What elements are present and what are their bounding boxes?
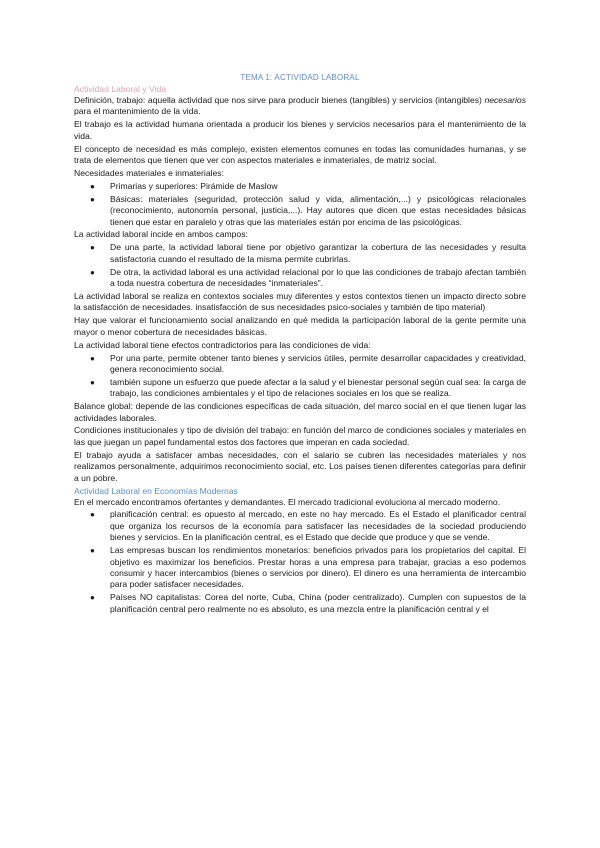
document-title: TEMA 1: ACTIVIDAD LABORAL: [240, 73, 360, 82]
paragraph-mercado: En el mercado encontramos ofertantes y demandantes. El mercado tradicional evoluciona al mercado moderno.: [74, 496, 501, 507]
bullet-icon: ●: [90, 377, 95, 387]
bullet-icon: ●: [90, 546, 95, 556]
list-item: [74, 194, 526, 228]
list-item: [74, 267, 526, 290]
list-item-text: también supone un esfuerzo que puede afectar a la salud y el bienestar personal según cual sea: la carga de trabajo, las condiciones ambientales y el tipo de relaciones sociales en los que se realiza.: [110, 376, 526, 399]
list-item-text: Primarias y superiores: Pirámide de Maslow: [110, 180, 278, 191]
paragraph-definicion: [74, 95, 526, 118]
list-item-text: planificación central: es opuesto al mercado, en este no hay mercado. Es el Estado el planificador central que organiza los recursos de la economía para satisfacer las necesidades de la sociedad produciendo bienes y servicios. En la planificación central, es el Estado que decide que produce y que se vende.: [110, 509, 526, 543]
list-item: [74, 509, 526, 543]
paragraph-balance: Balance global: depende de las condiciones específicas de cada situación, del marco social en el que tienen lugar las actividades laborales.: [74, 401, 526, 423]
section-heading-actividad-laboral-vida: Actividad Laboral y Vida: [74, 84, 167, 94]
paragraph-necesidades-heading: Necesidades materiales e inmateriales:: [74, 167, 224, 178]
paragraph-definicion-end: para el mantenimiento de la vida.: [74, 106, 201, 117]
list-item: [74, 545, 526, 591]
list-item: [74, 353, 526, 376]
list-item-text: De otra, la actividad laboral es una actividad relacional por lo que las condiciones de trabajo afectan también a toda nuestra cobertura de necesidades “inmateriales”.: [110, 266, 526, 289]
list-necesidades: [74, 181, 526, 228]
paragraph-trabajo: El trabajo es la actividad humana orientada a producir los bienes y servicios necesarios para el mantenimiento de la vida.: [74, 119, 526, 141]
paragraph-valorar: Hay que valorar el funcionamiento social analizando en qué medida la participación laboral de la gente permite una mayor o menor cobertura de necesidades básicas.: [74, 315, 526, 337]
bullet-icon: ●: [90, 353, 95, 363]
bullet-icon: ●: [90, 181, 95, 191]
paragraph-efectos: La actividad laboral tiene efectos contradictorios para las condiciones de vida:: [74, 339, 371, 350]
section-heading-economias-modernas: Actividad Laboral en Economías Modernas: [74, 485, 238, 496]
bullet-icon: ●: [90, 593, 95, 603]
paragraph-condiciones: Condiciones institucionales y tipo de división del trabajo: en función del marco de condiciones sociales y materiales en las que juegan un papel fundamental estos dos factores que imperan en cada sociedad.: [74, 425, 526, 447]
list-item-text: Las empresas buscan los rendimientos monetarios: beneficios privados para los propietarios del capital. El objetivo es maximizar los beneficios. Prestar horas a una empresa para trabajar, gracias a eso podemos consumir y hacer intercambios (bienes o servicios por dinero). El dinero es una herramienta de intercambio para poder satisfacer necesidades.: [110, 545, 526, 590]
paragraph-salario: El trabajo ayuda a satisfacer ambas necesidades, con el salario se cubren las necesidades materiales y nos realizamos personalmente, adquirimos reconocimiento social, etc. Los países tienen diferentes categorías para definir a un pobre.: [74, 449, 526, 483]
list-economias: [74, 509, 526, 615]
paragraph-definicion-text: Definición, trabajo: aquella actividad que nos sirve para producir bienes (tangibles) y servicios (intangibles): [74, 95, 482, 105]
list-item-text: Básicas: materiales (seguridad, protección salud y vida, alimentación,...) y psicológicas relacionales (reconocimiento, autonomía personal, justicia,...). Hay autores que dicen que estas necesidades básicas tienen que estar en paralelo y otras que las materiales están por encima de las psicológicas.: [110, 193, 526, 227]
bullet-icon: ●: [90, 243, 95, 253]
bullet-icon: ●: [90, 510, 95, 520]
list-item: [74, 181, 526, 192]
list-item: [74, 242, 526, 265]
paragraph-contextos: La actividad laboral se realiza en contextos sociales muy diferentes y estos contextos tienen un impacto directo sobre la satisfacción de necesidades. insatisfacción de sus necesidades psico-sociales y también de tipo material): [74, 291, 526, 313]
paragraph-definicion-italic: necesarios: [484, 95, 527, 105]
list-efectos: [74, 353, 526, 400]
bullet-icon: ●: [90, 194, 95, 204]
bullet-icon: ●: [90, 267, 95, 277]
list-item: [74, 377, 526, 400]
list-item: [74, 592, 526, 615]
paragraph-concepto-necesidad: El concepto de necesidad es más complejo, existen elementos comunes en todas las comunidades humanas, y se trata de elementos que tienen que ver con aspectos materiales e inmateriales, de matriz social.: [74, 143, 526, 166]
list-item-text: De una parte, la actividad laboral tiene por objetivo garantizar la cobertura de las necesidades y resulta satisfactoria cuando el resultado de la misma permite cubrirlas.: [110, 242, 526, 264]
paragraph-incide: La actividad laboral incide en ambos campos:: [74, 229, 248, 240]
list-incide: [74, 242, 526, 289]
list-item-text: Países NO capitalistas: Corea del norte, Cuba, China (poder centralizado). Cumplen con supuestos de la planificación central pero realmente no es absoluto, es una mezcla entre la planificación central y el: [110, 592, 526, 614]
list-item-text: Por una parte, permite obtener tanto bienes y servicios útiles, permite desarrollar capacidades y creatividad, genera reconocimiento social.: [110, 352, 526, 374]
